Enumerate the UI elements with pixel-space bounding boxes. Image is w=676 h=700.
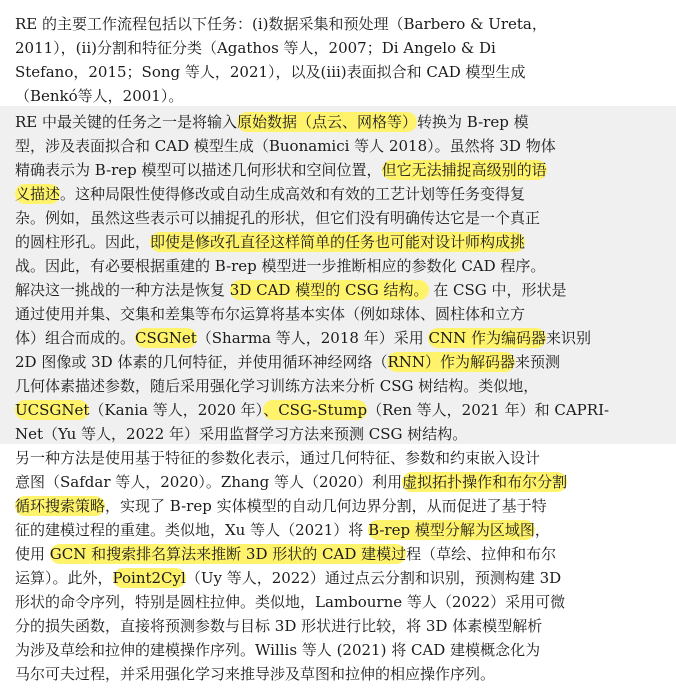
text-segment: 解决这一挑战的一种方法是恢复 — [15, 281, 230, 299]
text-line — [15, 494, 547, 518]
text-segment: （Uy 等人，2022）通过点云分割和识别，预测构建 3D — [185, 569, 562, 587]
text-line — [15, 518, 550, 542]
text-segment: 来预测 — [515, 353, 561, 371]
text-line — [15, 254, 545, 278]
text-line — [15, 662, 495, 686]
text-segment: 为涉及草绘和拉伸的建模操作序列。Willis 等人 (2021) 将 CAD 建模概念化为 — [15, 641, 541, 659]
highlighted-phrase: UCSGNet — [15, 401, 90, 419]
text-segment: 形状的命令序列，特别是圆柱拉伸。类似地，Lambourne 等人（2022）采用可微 — [15, 593, 566, 611]
highlighted-phrase: CNN 作为编码器 — [428, 329, 546, 347]
text-line — [15, 542, 556, 566]
text-segment: 另一种方法是使用基于特征的参数化表示，通过几何特征、参数和约束嵌入设计 — [15, 449, 541, 467]
text-line — [15, 84, 183, 108]
text-segment: 几何体素描述参数，随后采用强化学习训练方法来分析 CSG 树结构。类似地， — [15, 377, 539, 395]
text-line — [15, 638, 540, 662]
text-segment: 征的建模过程的重建。类似地，Xu 等人（2021）将 — [15, 521, 369, 539]
highlighted-phrase: GCN 和搜索排名算法来推断 3D 形状的 CAD 建模过 — [49, 545, 407, 563]
text-segment: 杂。例如，虽然这些表示可以捕捉孔的形状，但它们没有明确传达它是一个真正 — [15, 209, 541, 227]
text-line — [15, 60, 526, 84]
text-segment: （Sharma 等人，2018 年）采用 — [196, 329, 429, 347]
text-segment: 分的损失函数，直接将预测参数与目标 3D 形状进行比较，将 3D 体素模型解析 — [15, 617, 543, 635]
text-segment: 马尔可夫过程，并采用强化学习来推导涉及草图和拉伸的相应操作序列。 — [15, 665, 496, 683]
highlighted-phrase: 义描述 — [15, 185, 61, 203]
text-line — [15, 566, 561, 590]
text-segment: 程（草绘、拉伸和布尔 — [406, 545, 557, 563]
highlighted-phrase: 虚拟拓扑操作和布尔分割 — [402, 473, 568, 491]
text-segment: 2011），(ii)分割和特征分类（Agathos 等人，2007；Di Angelo & Di — [15, 39, 496, 57]
text-line — [15, 206, 540, 230]
text-segment: 通过使用并集、交集和差集等布尔运算将基本实体（例如球体、圆柱体和立方 — [15, 305, 526, 323]
text-line — [15, 590, 565, 614]
highlighted-phrase: 但它无法捕捉高级别的语 — [381, 161, 547, 179]
text-line — [15, 446, 540, 470]
text-segment: 。这种局限性使得修改或自动生成高效和有效的工艺计划等任务变得复 — [60, 185, 526, 203]
text-line — [15, 182, 525, 206]
text-segment: 使用 — [15, 545, 50, 563]
text-segment: 在 CSG 中，形状是 — [428, 281, 567, 299]
text-segment: 转换为 B-rep 模 — [417, 113, 529, 131]
text-segment: 体）组合而成的。 — [15, 329, 136, 347]
highlighted-phrase: 即使是修改孔直径这样简单的任务也可能对设计师构成挑 — [150, 233, 526, 251]
text-segment: （Ren 等人，2021 年）和 CAPRI- — [367, 401, 610, 419]
text-line — [15, 134, 556, 158]
text-segment: 2D 图像或 3D 体素的几何特征，并使用循环神经网络（ — [15, 353, 388, 371]
highlighted-phrase: B-rep 模型分解为区域图 — [368, 521, 535, 539]
text-segment: Net（Yu 等人，2022 年）采用监督学习方法来预测 CSG 树结构。 — [15, 425, 468, 443]
text-line — [15, 278, 567, 302]
highlighted-phrase: Point2Cyl — [112, 569, 186, 587]
text-line — [15, 422, 467, 446]
text-segment: ，实现了 B-rep 实体模型的自动几何边界分割，从而促进了基于特 — [105, 497, 547, 515]
highlighted-phrase: CSGNet — [135, 329, 197, 347]
text-segment: 型，涉及表面拟合和 CAD 模型生成（Buonamici 等人 2018）。虽然将 3D 物体 — [15, 137, 556, 155]
text-line — [15, 350, 560, 374]
text-line — [15, 302, 525, 326]
text-segment: （Kania 等人，2020 年） — [89, 401, 264, 419]
text-segment: 来识别 — [545, 329, 591, 347]
text-line — [15, 12, 547, 36]
text-line — [15, 470, 567, 494]
text-segment: 运算）。此外， — [15, 569, 113, 587]
text-line — [15, 398, 609, 422]
text-segment: 精确表示为 B-rep 模型可以描述几何形状和空间位置， — [15, 161, 382, 179]
text-segment: Stefano，2015；Song 等人，2021），以及(iii)表面拟合和 CAD 模型生成 — [15, 63, 526, 81]
text-line — [15, 158, 547, 182]
text-segment: RE 中最关键的任务之一是将输入 — [15, 113, 238, 131]
highlighted-phrase: 3D CAD 模型的 CSG 结构。 — [229, 281, 429, 299]
text-segment: RE 的主要工作流程包括以下任务：(i)数据采集和预处理（Barbero & Ureta， — [15, 15, 547, 33]
text-line — [15, 230, 525, 254]
text-line — [15, 614, 542, 638]
text-segment: 意图（Safdar 等人，2020）。Zhang 等人（2020）利用 — [15, 473, 403, 491]
highlighted-phrase: 原始数据（点云、网格等） — [237, 113, 418, 131]
highlighted-phrase: 、CSG-Stump — [263, 401, 368, 419]
text-line — [15, 374, 538, 398]
text-line — [15, 326, 591, 350]
text-segment: 战。因此，有必要根据重建的 B-rep 模型进一步推断相应的参数化 CAD 程序。 — [15, 257, 546, 275]
highlighted-phrase: RNN）作为解码器 — [387, 353, 515, 371]
text-line — [15, 110, 529, 134]
text-segment: ， — [534, 521, 550, 539]
highlighted-phrase: 循环搜索策略 — [15, 497, 106, 515]
text-segment: 的圆柱形孔。因此， — [15, 233, 151, 251]
text-segment: （Benkó等人，2001）。 — [15, 87, 184, 105]
text-line — [15, 36, 496, 60]
